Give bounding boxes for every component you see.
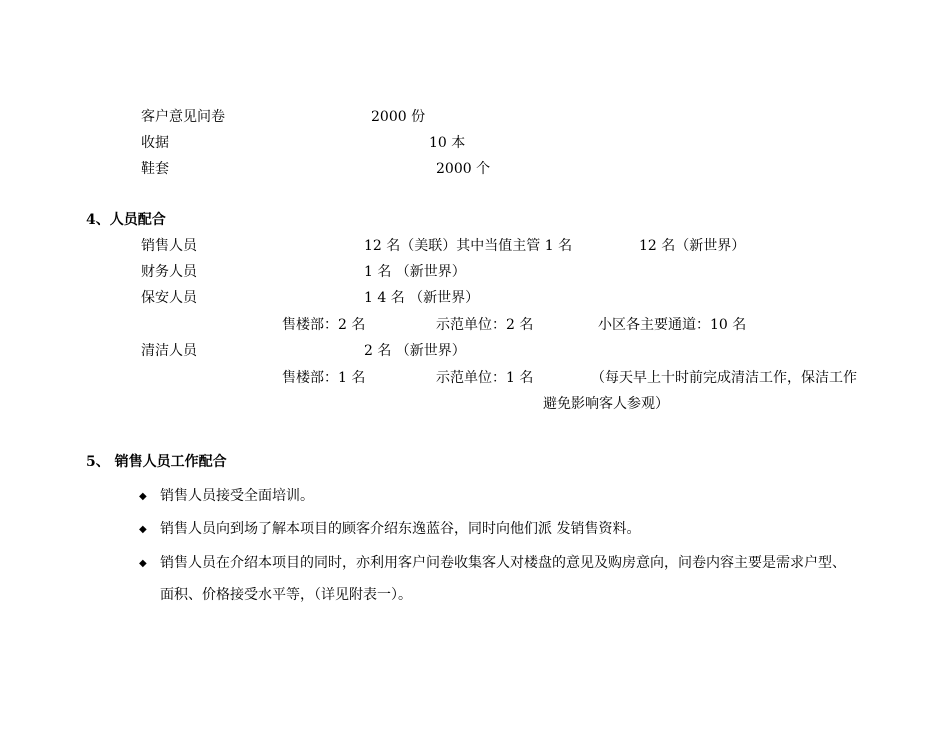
supply-item-name: 鞋套 <box>141 161 169 177</box>
security-assignment: 售楼部：2 名 <box>282 317 366 333</box>
staff-count-cleaning: 2 名 （新世界） <box>364 343 466 359</box>
cleaning-assignment: 售楼部：1 名 <box>282 370 366 386</box>
bullet-icon: ◆ <box>139 491 147 502</box>
list-item: 销售人员向到场了解本项目的顾客介绍东逸蓝谷，同时向他们派 发销售资料。 <box>160 521 641 537</box>
staff-count-security: 1 4 名 （新世界） <box>364 290 480 306</box>
bullet-icon: ◆ <box>139 524 147 535</box>
supply-item-name: 客户意见问卷 <box>141 109 225 125</box>
staff-role-sales: 销售人员 <box>141 238 197 254</box>
cleaning-note-continued: 避免影响客人参观） <box>543 396 669 412</box>
staff-count-sales: 12 名（美联）其中当值主管 1 名 <box>364 238 573 254</box>
supply-item-qty: 2000 份 <box>371 109 426 125</box>
cleaning-note: （每天早上十时前完成清洁工作，保洁工作 <box>591 370 857 386</box>
bullet-icon: ◆ <box>139 558 147 569</box>
supply-item-name: 收据 <box>141 135 169 151</box>
security-assignment: 小区各主要通道：10 名 <box>598 317 747 333</box>
security-assignment: 示范单位：2 名 <box>436 317 534 333</box>
supply-item-qty: 10 本 <box>429 135 466 151</box>
staff-role-cleaning: 清洁人员 <box>141 343 197 359</box>
list-item-continued: 面积、价格接受水平等，（详见附表一）。 <box>160 587 412 603</box>
staff-count-finance: 1 名 （新世界） <box>364 264 466 280</box>
cleaning-assignment: 示范单位：1 名 <box>436 370 534 386</box>
staff-count-sales-secondary: 12 名（新世界） <box>639 238 746 254</box>
staff-role-finance: 财务人员 <box>141 264 197 280</box>
supply-item-qty: 2000 个 <box>436 161 491 177</box>
section-heading-staffing: 4、人员配合 <box>86 212 166 228</box>
list-item: 销售人员接受全面培训。 <box>160 488 314 504</box>
staff-role-security: 保安人员 <box>141 290 197 306</box>
section-heading-sales-work: 5、 销售人员工作配合 <box>86 454 227 470</box>
list-item: 销售人员在介绍本项目的同时，亦利用客户问卷收集客人对楼盘的意见及购房意向，问卷内容主要是需求户型、 <box>160 555 846 571</box>
